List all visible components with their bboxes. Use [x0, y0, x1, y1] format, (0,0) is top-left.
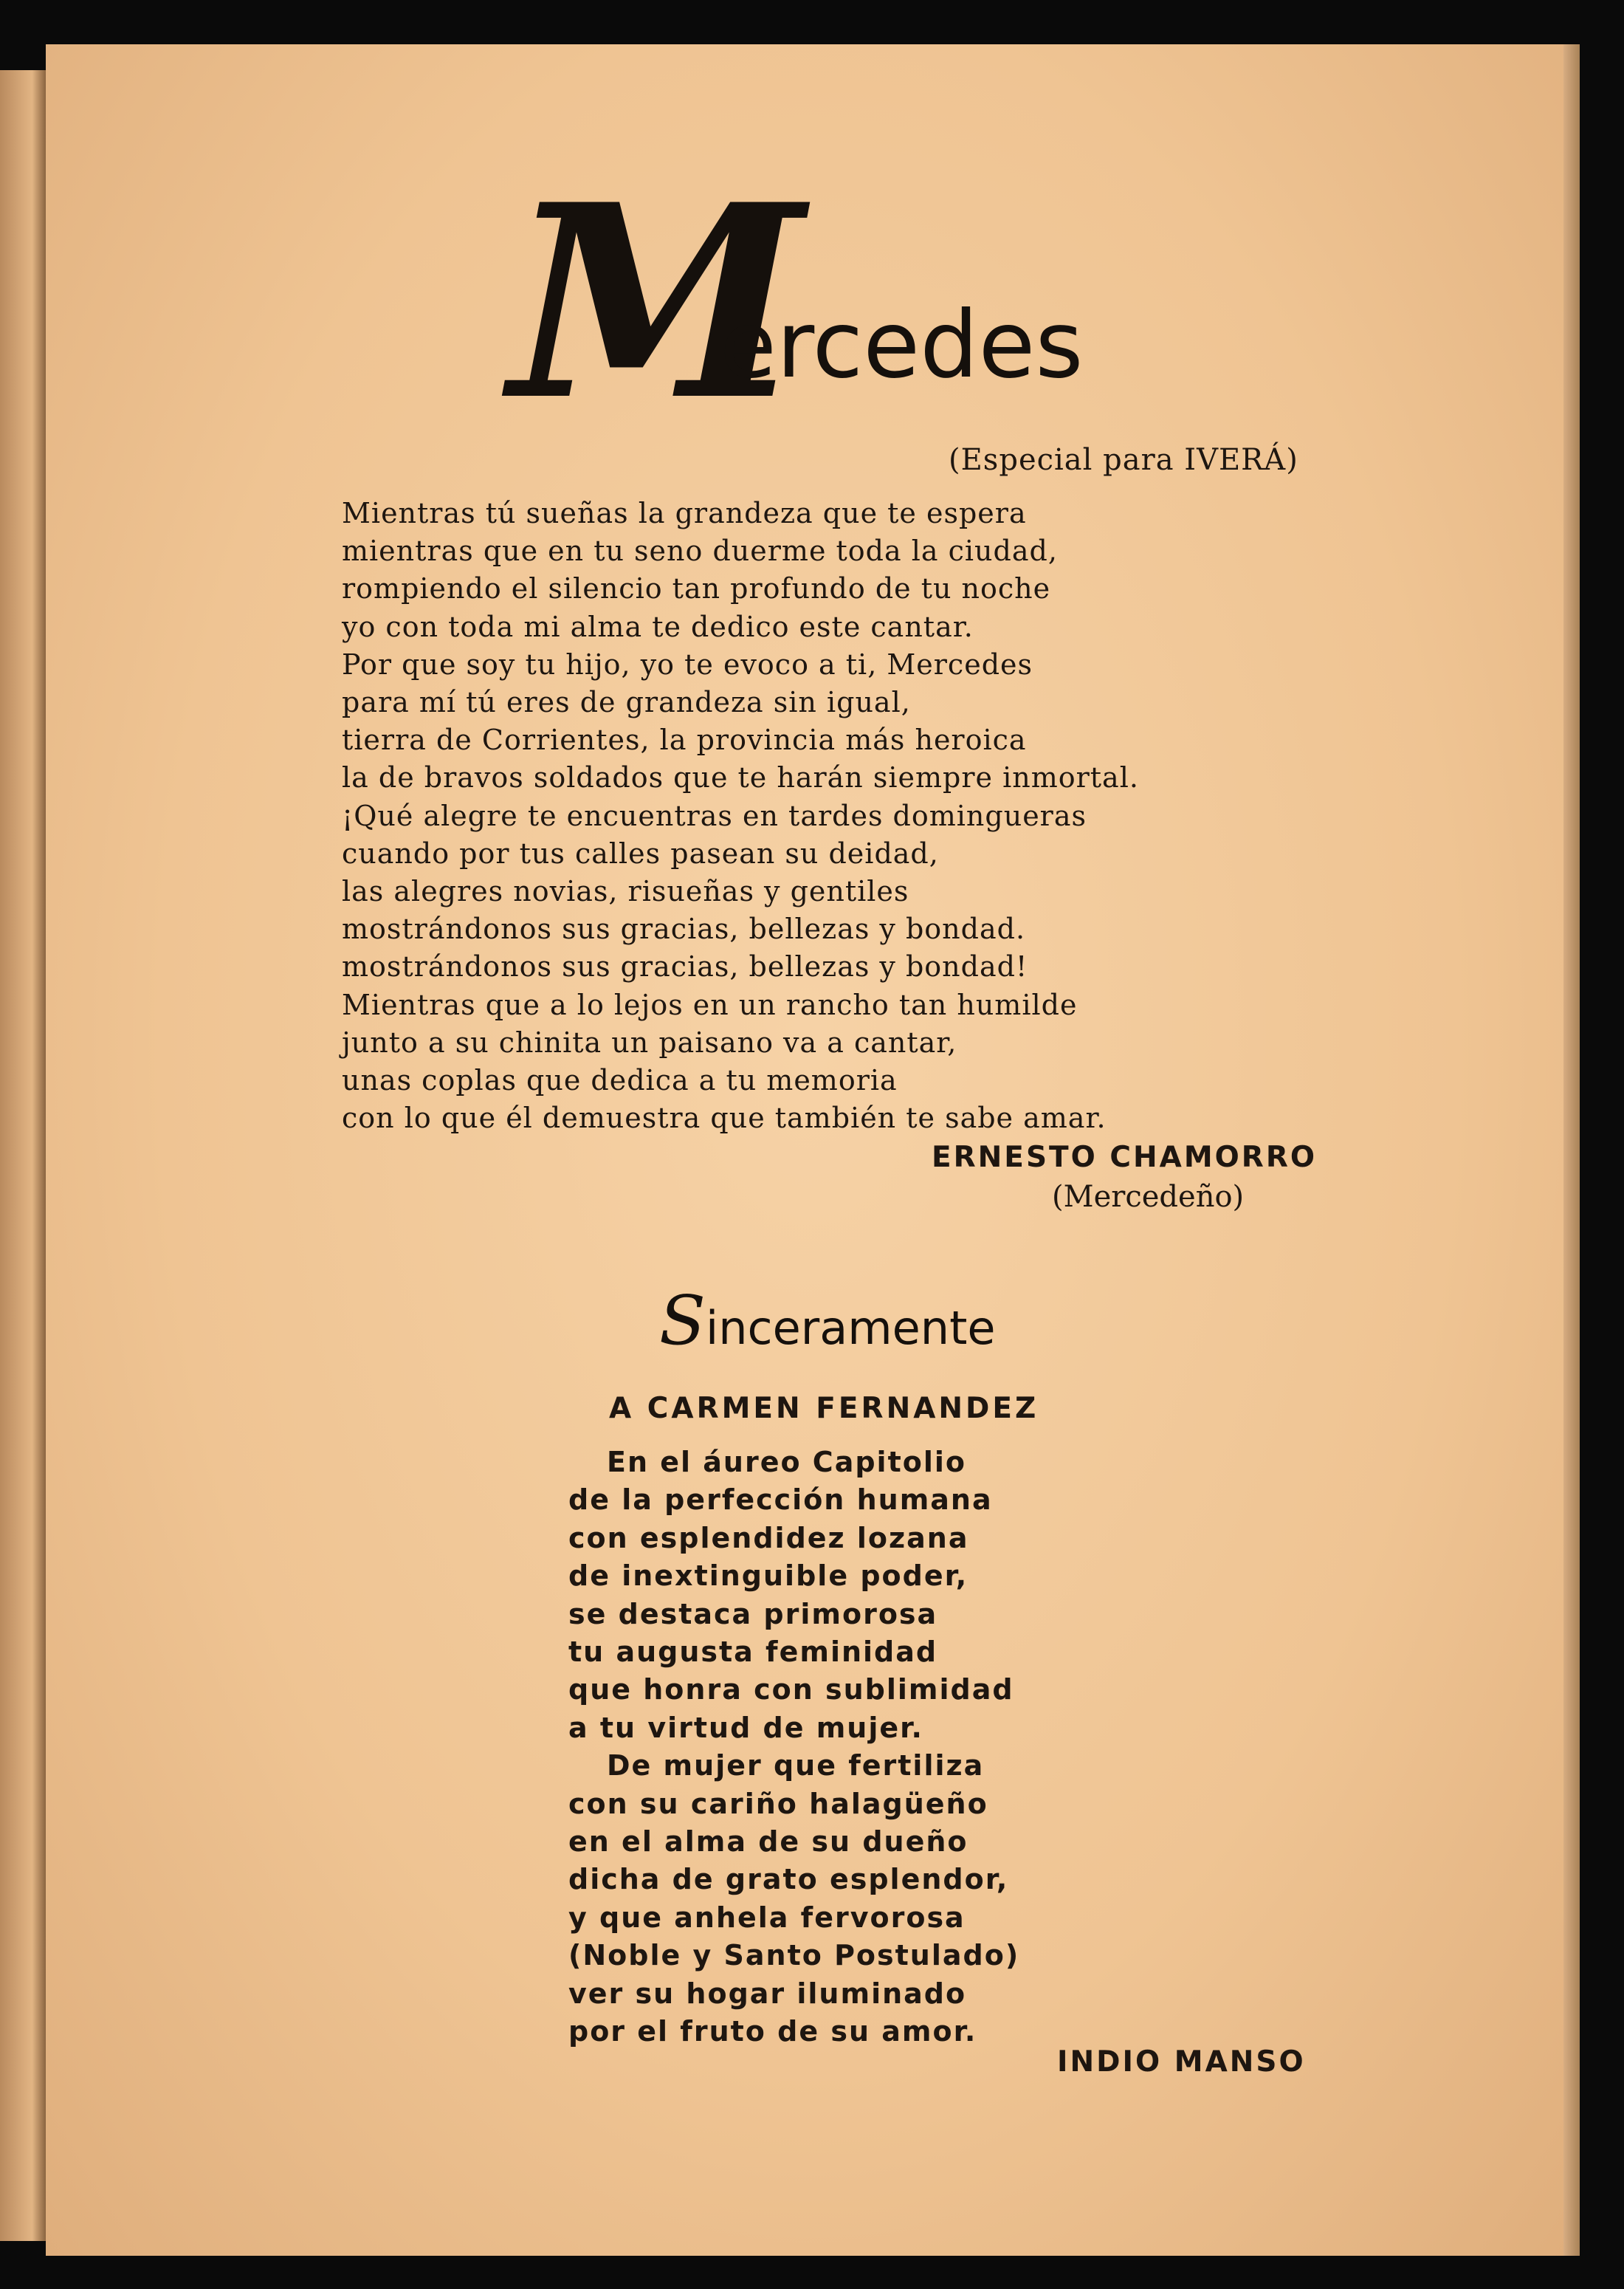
poem-line: la de bravos soldados que te harán siempre inmortal.: [342, 761, 1139, 795]
poem-line: junto a su chinita un paisano va a cantar,: [342, 1026, 957, 1059]
poem-line: se destaca primorosa: [568, 1597, 938, 1630]
poem-line: a tu virtud de mujer.: [568, 1711, 923, 1744]
poem-line: mostrándonos sus gracias, bellezas y bondad!: [342, 950, 1028, 984]
left-page-edge: [0, 70, 46, 2241]
poem-line: En el áureo Capitolio: [607, 1446, 966, 1478]
poem-line: con esplendidez lozana: [568, 1521, 969, 1554]
poem1-title: ercedes: [720, 292, 1084, 399]
poem-line: mientras que en tu seno duerme toda la ciudad,: [342, 535, 1058, 568]
poem1-author-note: (Mercedeño): [1052, 1180, 1245, 1214]
poem1-title-initial: M: [509, 146, 804, 459]
poem-line: las alegres novias, risueñas y gentiles: [342, 875, 909, 908]
poem1-dedication: (Especial para IVERÁ): [949, 443, 1298, 477]
poem2-author: INDIO MANSO: [1057, 2045, 1306, 2079]
poem-line: de inextinguible poder,: [568, 1559, 968, 1593]
poem1-body: [342, 495, 1139, 1137]
poem-line: Mientras que a lo lejos en un rancho tan humilde: [342, 988, 1078, 1021]
poem-line: y que anhela fervorosa: [568, 1901, 966, 1934]
poem-line: en el alma de su dueño: [568, 1825, 968, 1859]
poem2-title-rest: inceramente: [706, 1301, 996, 1355]
poem-line: Por que soy tu hijo, yo te evoco a ti, Mercedes: [342, 648, 1033, 681]
poem-line: tierra de Corrientes, la provincia más heroica: [342, 724, 1027, 757]
poem2-dedication: A CARMEN FERNANDEZ: [609, 1392, 1039, 1425]
page-edge: [1563, 44, 1580, 2256]
poem-line: con su cariño halagüeño: [568, 1787, 988, 1820]
poem-line: por el fruto de su amor.: [568, 2015, 977, 2048]
poem-line: mostrándonos sus gracias, bellezas y bondad.: [342, 913, 1026, 946]
poem1-author: ERNESTO CHAMORRO: [932, 1141, 1317, 1174]
poem2-title: [659, 1281, 996, 1360]
poem2-title-initial: S: [659, 1281, 706, 1360]
poem-line: con lo que él demuestra que también te sabe amar.: [342, 1102, 1107, 1135]
poem-line: para mí tú eres de grandeza sin igual,: [342, 686, 911, 719]
poem-line: de la perfección humana: [568, 1483, 993, 1517]
poem-line: De mujer que fertiliza: [607, 1749, 985, 1782]
poem-line: (Noble y Santo Postulado): [568, 1939, 1020, 1972]
poem-line: rompiendo el silencio tan profundo de tu noche: [342, 572, 1051, 605]
poem-line: tu augusta feminidad: [568, 1636, 938, 1669]
poem-line: yo con toda mi alma te dedico este cantar.: [342, 610, 974, 643]
poem2-body: [568, 1444, 1019, 2051]
poem-line: Mientras tú sueñas la grandeza que te espera: [342, 497, 1027, 529]
poem-line: cuando por tus calles pasean su deidad,: [342, 837, 939, 870]
poem-line: ver su hogar iluminado: [568, 1977, 967, 2010]
poem-line: que honra con sublimidad: [568, 1673, 1014, 1706]
poem-line: dicha de grato esplendor,: [568, 1863, 1009, 1896]
poem-line: unas coplas que dedica a tu memoria: [342, 1064, 898, 1097]
poem-line: ¡Qué alegre te encuentras en tardes domingueras: [342, 799, 1087, 832]
